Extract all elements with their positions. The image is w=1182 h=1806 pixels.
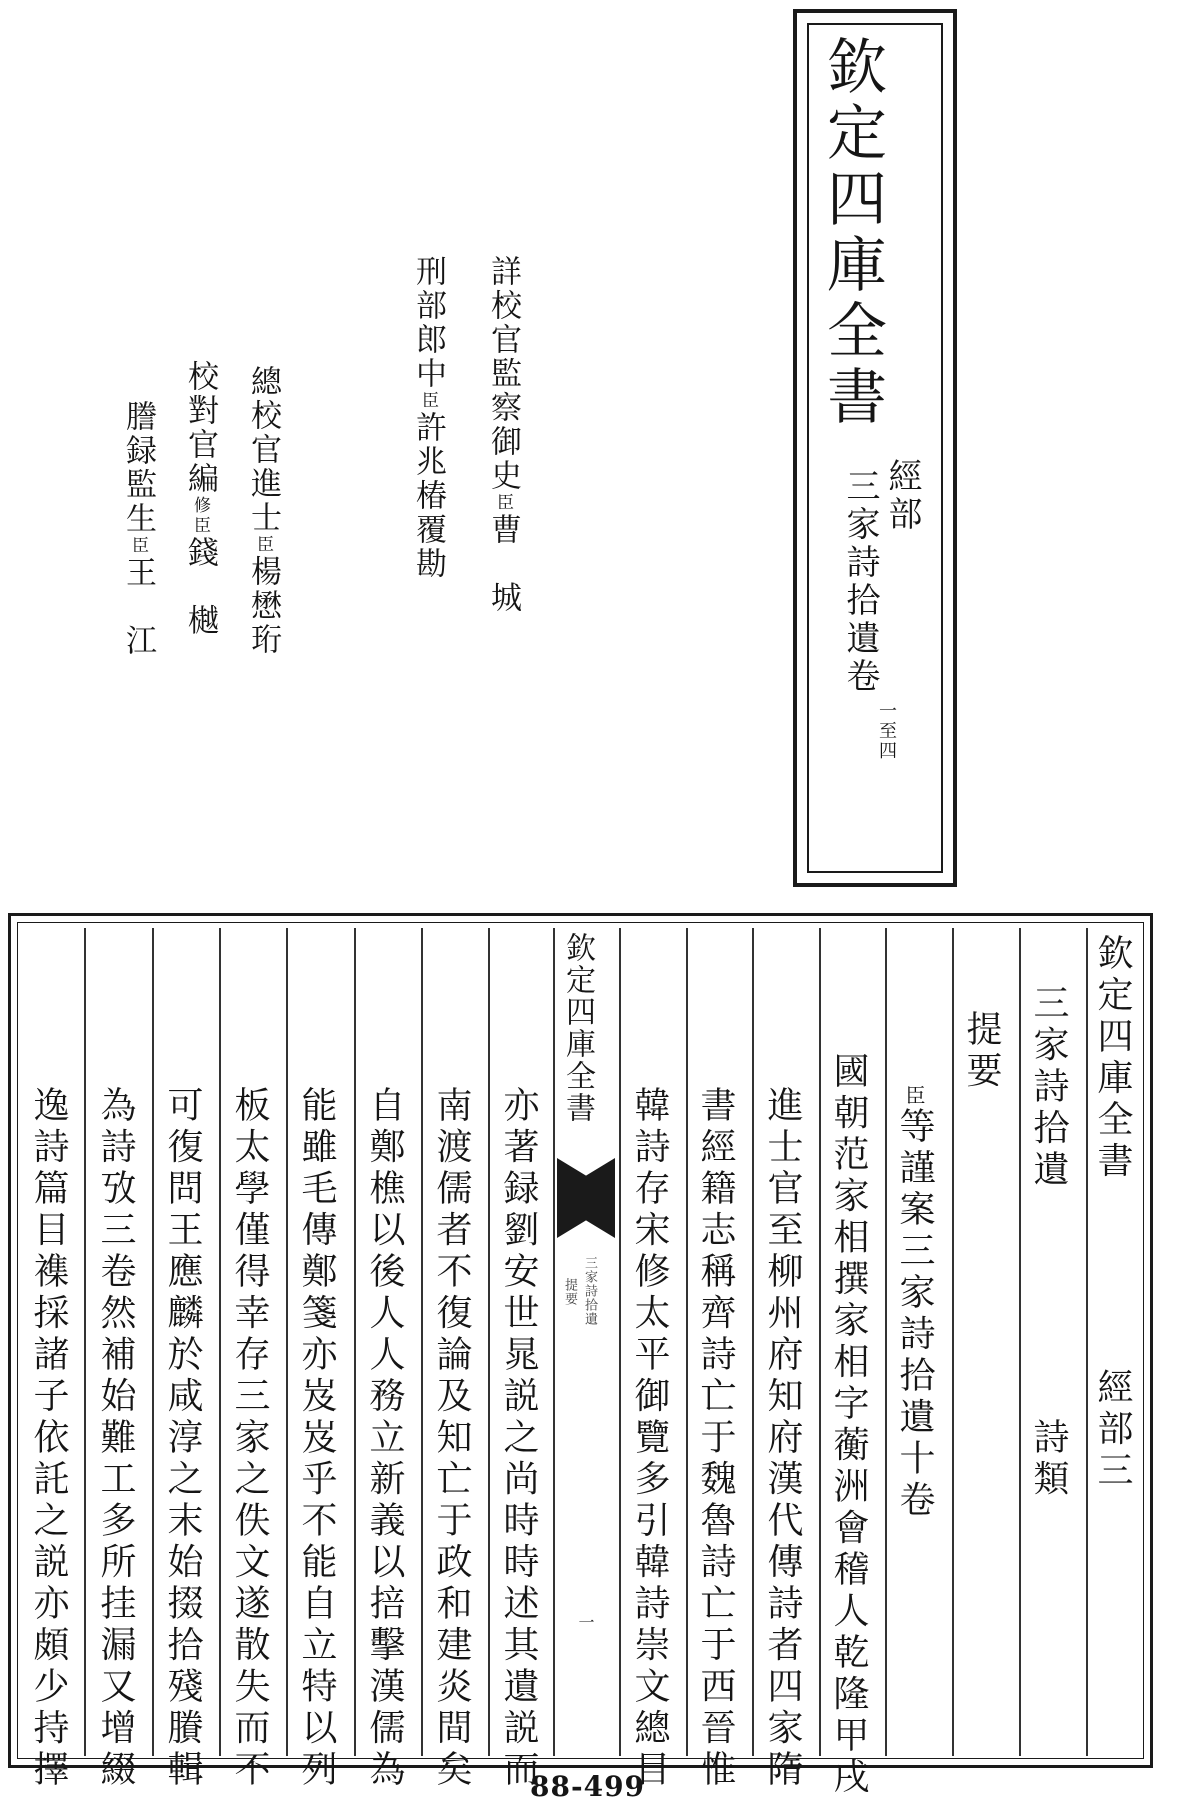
credit-title: 總校官進士 <box>245 365 281 535</box>
book-title: 三家詩拾遺 <box>1028 984 1069 1192</box>
credit-name: 王 江 <box>120 556 156 658</box>
text-column-13: 逸詩篇目襍採諸子依託之説亦頗少持擇 <box>28 1086 69 1792</box>
text-column-12: 為詩攷三卷然補始難工多所挂漏又增綴 <box>95 1086 136 1792</box>
text-column-3: 進士官至柳州府知府漢代傳詩者四家隋 <box>762 1086 803 1792</box>
column-rule <box>219 928 221 1756</box>
credit-title: 謄録監生 <box>120 400 156 536</box>
collection-title: 欽定四庫全書 <box>1092 934 1133 1183</box>
column-rule <box>152 928 154 1756</box>
column-rule <box>421 928 423 1756</box>
text-column-2: 國朝范家相撰家相字蘅洲會稽人乾隆甲戌 <box>828 1052 869 1799</box>
credit-small: 臣 <box>493 493 513 513</box>
column-rule <box>819 928 821 1756</box>
fold-title: 欽定四庫全書 <box>560 932 595 1124</box>
slip-section: 經部 <box>882 458 922 534</box>
slip-volume-range: 一至四 <box>876 701 897 761</box>
column-rule <box>1086 928 1088 1756</box>
column-rule <box>619 928 621 1756</box>
column-rule <box>354 928 356 1756</box>
text-column-5: 韓詩存宋修太平御覽多引韓詩崇文總目 <box>629 1086 670 1792</box>
credit-small: 臣 <box>418 391 438 411</box>
credit-name: 楊懋珩 <box>245 555 281 657</box>
slip-title: 欽定四庫全書 <box>817 35 887 431</box>
credit-title: 校對官編 <box>182 360 218 496</box>
credit-small: 臣 <box>253 535 273 555</box>
credit-detailed-proofreader <box>485 255 521 615</box>
fold-section: 提要 <box>562 1278 577 1306</box>
text-column-11: 可復問王應麟於咸淳之末始掇拾殘賸輯 <box>162 1086 203 1792</box>
column-rule <box>1019 928 1021 1756</box>
text-column-1 <box>894 1085 935 1522</box>
text-column-7: 南渡儒者不復論及知亡于政和建炎間矣 <box>431 1086 472 1792</box>
text-column-4: 書經籍志稱齊詩亡于魏魯詩亡于西晉惟 <box>695 1086 736 1792</box>
text-column-8: 自鄭樵以後人人務立新義以掊擊漢儒為 <box>364 1086 405 1792</box>
page-number: 88-499 <box>530 1770 646 1803</box>
column-rule <box>488 928 490 1756</box>
column-rule <box>686 928 688 1756</box>
text-column-9: 能雖毛傳鄭箋亦岌岌乎不能自立特以列 <box>296 1086 337 1792</box>
text-column-6: 亦著録劉安世晁説之尚時時述其遺説而 <box>498 1086 539 1792</box>
credit-name: 錢 樾 <box>182 536 218 638</box>
column-rule <box>952 928 954 1756</box>
column-rule <box>752 928 754 1756</box>
slip-book-title: 三家詩拾遺卷 <box>840 468 880 696</box>
column-rule <box>286 928 288 1756</box>
credit-name: 曹 城 <box>485 513 521 615</box>
credit-chief-proofreader <box>245 365 281 657</box>
title-slip <box>793 9 957 887</box>
column-rule <box>885 928 887 1756</box>
fold-book-title: 三家詩拾遺 <box>582 1256 597 1326</box>
credit-title: 刑部郎中 <box>410 255 446 391</box>
heading-tiyao: 提要 <box>961 1010 1002 1093</box>
minister-small: 臣 <box>902 1085 926 1107</box>
column-text: 等謹案三家詩拾遺十卷 <box>894 1107 935 1522</box>
fish-tail-mark <box>557 1158 615 1238</box>
credit-copyist <box>120 400 156 658</box>
credit-ministry-official <box>410 255 446 581</box>
column-rule <box>84 928 86 1756</box>
credit-small: 臣 <box>128 536 148 556</box>
category-label: 詩類 <box>1028 1418 1069 1501</box>
credit-name: 許兆椿覆勘 <box>410 411 446 581</box>
credit-title: 詳校官監察御史 <box>485 255 521 493</box>
fold-leaf-number: 一 <box>576 1614 595 1630</box>
section-label: 經部三 <box>1092 1368 1133 1493</box>
credit-small: 修臣 <box>190 496 210 536</box>
center-fold <box>553 926 619 1756</box>
text-column-10: 板太學僅得幸存三家之佚文遂散失而不 <box>229 1086 270 1792</box>
credit-collator <box>182 360 218 638</box>
